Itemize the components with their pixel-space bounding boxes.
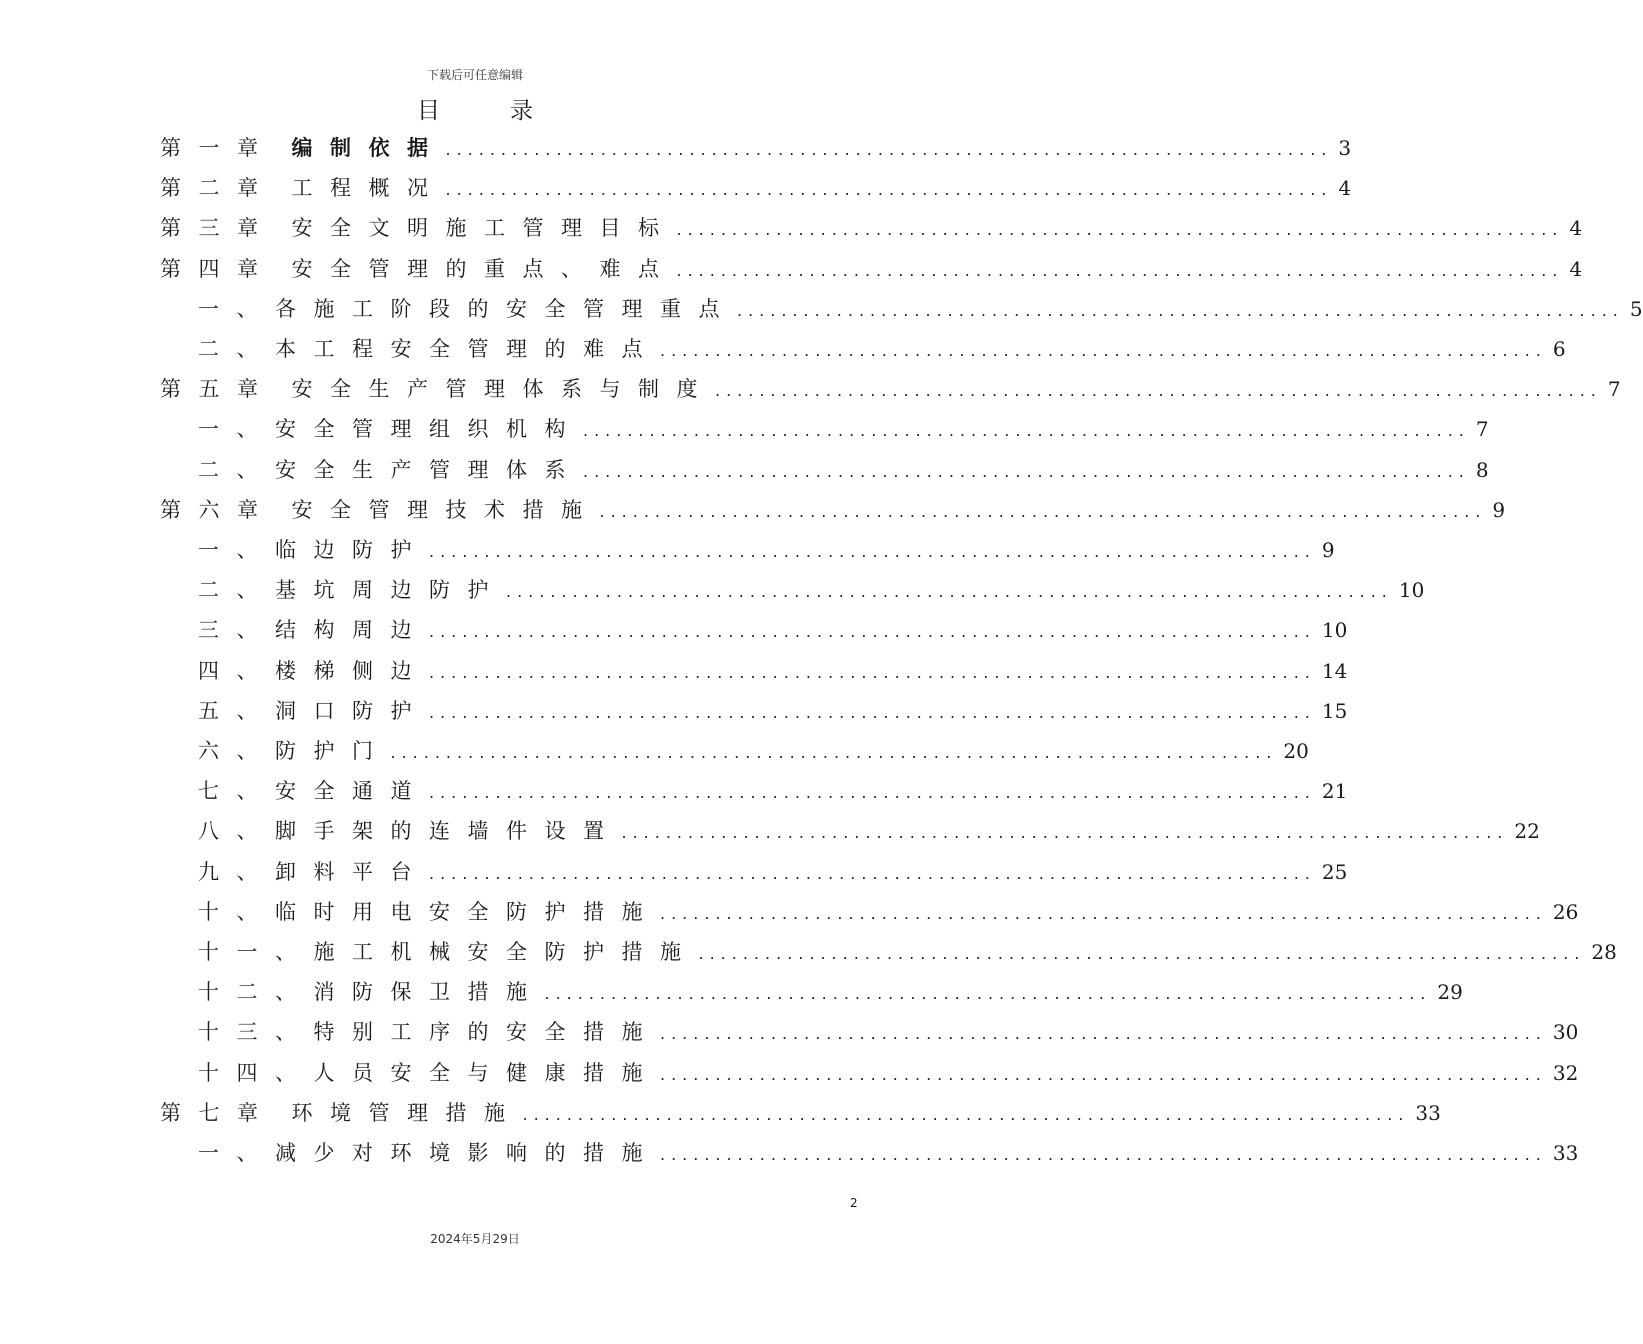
page-number: 2 [850,1196,858,1210]
toc-entry-prefix: 七、 [198,779,275,804]
toc-entry-prefix: 十一、 [198,940,314,964]
toc-entry-text: 楼梯侧边 [275,658,429,683]
toc-entry-page: 3 [1338,136,1352,160]
toc-entry-prefix: 第五章 [160,377,276,402]
toc-entry-prefix: 十四、 [198,1060,314,1085]
toc-entry-text: 安全通道 [275,779,429,804]
toc-entry-prefix: 第三章 [160,216,276,241]
toc-entry[interactable] [160,490,1506,530]
toc-entry-prefix: 十三、 [198,1020,314,1045]
toc-entry[interactable] [198,409,1489,449]
toc-entry-label [160,1093,523,1133]
toc-leader-dots: ................................................................................ [429,542,1316,561]
toc-entry-text: 临边防护 [275,538,429,562]
toc-entry-label [198,1133,660,1173]
toc-entry[interactable] [160,208,1583,248]
toc-entry-prefix: 九、 [198,859,275,884]
toc-entry-prefix: 二、 [198,337,275,361]
toc-entry[interactable] [198,651,1348,691]
toc-leader-dots: ................................................................................ [660,341,1547,360]
toc-leader-dots: ................................................................................ [429,622,1316,642]
toc-entry-page: 28 [1591,940,1617,964]
toc-leader-dots: ................................................................................ [429,863,1316,883]
toc-entry-page: 33 [1552,1141,1579,1165]
toc-entry-prefix: 二、 [198,578,275,603]
toc-entry-text: 人员安全与健康措施 [313,1060,660,1085]
toc-entry-prefix: 五、 [198,698,275,723]
toc-entry-prefix: 十二、 [198,980,314,1005]
toc-entry-text: 安全管理技术措施 [291,497,600,522]
toc-leader-dots: ................................................................................ [737,300,1624,320]
toc-entry-label [198,409,583,449]
toc-entry-label [198,1053,660,1093]
toc-entry-page: 4 [1569,216,1583,241]
toc-entry[interactable] [198,1133,1579,1173]
toc-entry[interactable] [198,932,1617,972]
toc-entry-label [198,811,622,851]
toc-entry-label [198,972,545,1012]
toc-entry[interactable] [198,610,1348,650]
toc-entry-page: 30 [1552,1020,1579,1045]
toc-entry[interactable] [198,852,1348,892]
toc-leader-dots: ................................................................................ [522,1104,1410,1124]
toc-leader-dots: ................................................................................ [621,823,1509,843]
toc-entry-text: 本工程安全管理的难点 [275,337,660,361]
toc-leader-dots: ................................................................................ [445,140,1333,159]
toc-entry-label [198,289,737,329]
toc-entry-page: 20 [1283,739,1309,763]
toc-entry-prefix: 一、 [198,417,275,442]
toc-entry-label [198,852,429,892]
toc-entry[interactable] [160,1093,1441,1133]
toc-entry[interactable] [198,450,1489,490]
page-footer-date: 2024年5月29日 [430,1232,520,1246]
toc-entry-label [198,771,429,811]
toc-entry-label [198,932,699,972]
toc-entry[interactable] [198,530,1335,570]
toc-entry[interactable] [198,731,1309,771]
toc-entry-text: 基坑周边防护 [275,578,506,603]
toc-entry-text: 结构周边 [275,618,429,643]
toc-leader-dots: ................................................................................ [676,260,1564,280]
toc-entry-prefix: 第二章 [160,176,276,201]
toc-entry-prefix: 八、 [198,819,275,844]
toc-entry-prefix: 第一章 [160,136,276,160]
page-header: 下载后可任意编辑 [426,68,523,82]
toc-leader-dots: ................................................................................ [715,381,1602,401]
toc-entry-prefix: 第七章 [160,1100,276,1125]
toc-entry-prefix: 一、 [198,1141,275,1165]
toc-entry-label [198,731,391,771]
toc-leader-dots: ................................................................................ [429,783,1316,803]
toc-leader-dots: ................................................................................ [544,984,1432,1004]
toc-entry-page: 9 [1492,497,1506,522]
toc-entry-label [160,208,677,248]
toc-leader-dots: ................................................................................ [583,461,1470,481]
toc-entry-label [198,892,660,932]
toc-entry-text: 防护门 [275,739,391,763]
toc-entry-label [160,490,600,530]
toc-entry-page: 9 [1321,538,1335,562]
toc-entry-label [160,249,677,289]
toc-entry-prefix: 三、 [198,618,275,643]
toc-entry-page: 7 [1475,417,1489,442]
toc-entry-text: 临时用电安全防护措施 [275,899,660,924]
toc-entry[interactable] [198,691,1348,731]
toc-entry[interactable] [198,329,1566,369]
toc-entry[interactable] [198,570,1425,610]
toc-entry-label [160,128,446,168]
toc-entry-label [198,651,429,691]
toc-entry-page: 8 [1475,457,1489,482]
toc-entry-text: 卸料平台 [275,859,429,884]
toc-leader-dots: ................................................................................ [599,501,1487,521]
toc-entry-page: 4 [1569,256,1583,281]
toc-entry[interactable] [198,771,1348,811]
toc-leader-dots: ................................................................................ [660,903,1547,923]
toc-entry-label [198,530,429,570]
toc-entry[interactable] [160,249,1583,289]
toc-entry[interactable] [198,1012,1579,1052]
toc-entry-page: 21 [1321,779,1348,804]
toc-entry-label [160,369,715,409]
toc-entry-page: 10 [1398,578,1425,603]
toc-entry-page: 14 [1321,658,1348,683]
toc-entry-page: 33 [1415,1100,1441,1125]
toc-entry-text: 特别工序的安全措施 [313,1020,660,1045]
toc-entry[interactable] [198,892,1579,932]
toc-leader-dots: ................................................................................ [390,743,1278,762]
toc-entry-page: 26 [1552,899,1579,924]
toc-entry-label [198,570,506,610]
toc-entry-page: 22 [1514,819,1540,844]
toc-leader-dots: ................................................................................ [506,582,1393,602]
toc-leader-dots: ................................................................................ [429,702,1316,722]
toc-entry-text: 工程概况 [291,176,446,201]
toc-entry-label [198,450,583,490]
toc-entry-page: 6 [1552,337,1566,361]
toc-leader-dots: ................................................................................ [660,1024,1547,1044]
toc-leader-dots: ................................................................................ [429,662,1316,682]
toc-entry-text: 洞口防护 [275,698,429,723]
toc-entry-text: 环境管理措施 [291,1100,523,1125]
toc-entry-page: 15 [1321,698,1348,723]
toc-entry[interactable] [198,289,1643,329]
toc-entry-text: 施工机械安全防护措施 [313,940,699,964]
toc-entry-label [198,329,660,369]
toc-entry-text: 脚手架的连墙件设置 [275,819,622,844]
toc-entry-text: 安全生产管理体系与制度 [291,377,715,402]
toc-entry-text: 各施工阶段的安全管理重点 [275,296,737,321]
toc-entry-label [198,1012,660,1052]
toc-entry-text: 安全生产管理体系 [275,457,583,482]
toc-entry-prefix: 十、 [198,899,275,924]
toc-leader-dots: ................................................................................ [445,180,1333,200]
toc-entry-page: 7 [1607,377,1621,402]
toc-leader-dots: ................................................................................ [660,1064,1547,1084]
toc-entry-text: 安全文明施工管理目标 [291,216,677,241]
toc-entry-text: 编制依据 [291,136,446,160]
toc-leader-dots: ................................................................................ [698,944,1586,963]
toc-entry[interactable] [160,369,1621,409]
toc-entry-prefix: 六、 [198,739,275,763]
toc-leader-dots: ................................................................................ [583,421,1470,441]
toc-entry[interactable] [198,1053,1579,1093]
toc-entry-page: 10 [1321,618,1348,643]
toc-leader-dots: ................................................................................ [676,220,1564,240]
toc-entry-text: 安全管理组织机构 [275,417,583,442]
toc-entry-page: 32 [1552,1060,1579,1085]
toc-entry-page: 29 [1437,980,1463,1005]
toc-entry-prefix: 四、 [198,658,275,683]
toc-entry-prefix: 一、 [198,296,275,321]
toc-entry-label [160,168,446,208]
toc-entry-prefix: 二、 [198,457,275,482]
toc-entry-prefix: 第六章 [160,497,276,522]
toc-entry[interactable] [160,168,1352,208]
toc-entry-page: 5 [1629,296,1643,321]
toc-entry[interactable] [198,811,1540,851]
toc-entry-prefix: 一、 [198,538,275,562]
toc-entry-label [198,610,429,650]
toc-entry-text: 减少对环境影响的措施 [275,1141,660,1165]
toc-title: 目录 [417,98,603,124]
toc-entry-page: 25 [1321,859,1348,884]
toc-entry-prefix: 第四章 [160,256,276,281]
toc-entry-page: 4 [1338,176,1352,201]
toc-entry-text: 消防保卫措施 [313,980,545,1005]
toc-entry-text: 安全管理的重点、难点 [291,256,677,281]
toc-entry[interactable] [160,128,1352,168]
toc-leader-dots: ................................................................................ [660,1145,1547,1164]
toc-entry[interactable] [198,972,1463,1012]
toc-entry-label [198,691,429,731]
